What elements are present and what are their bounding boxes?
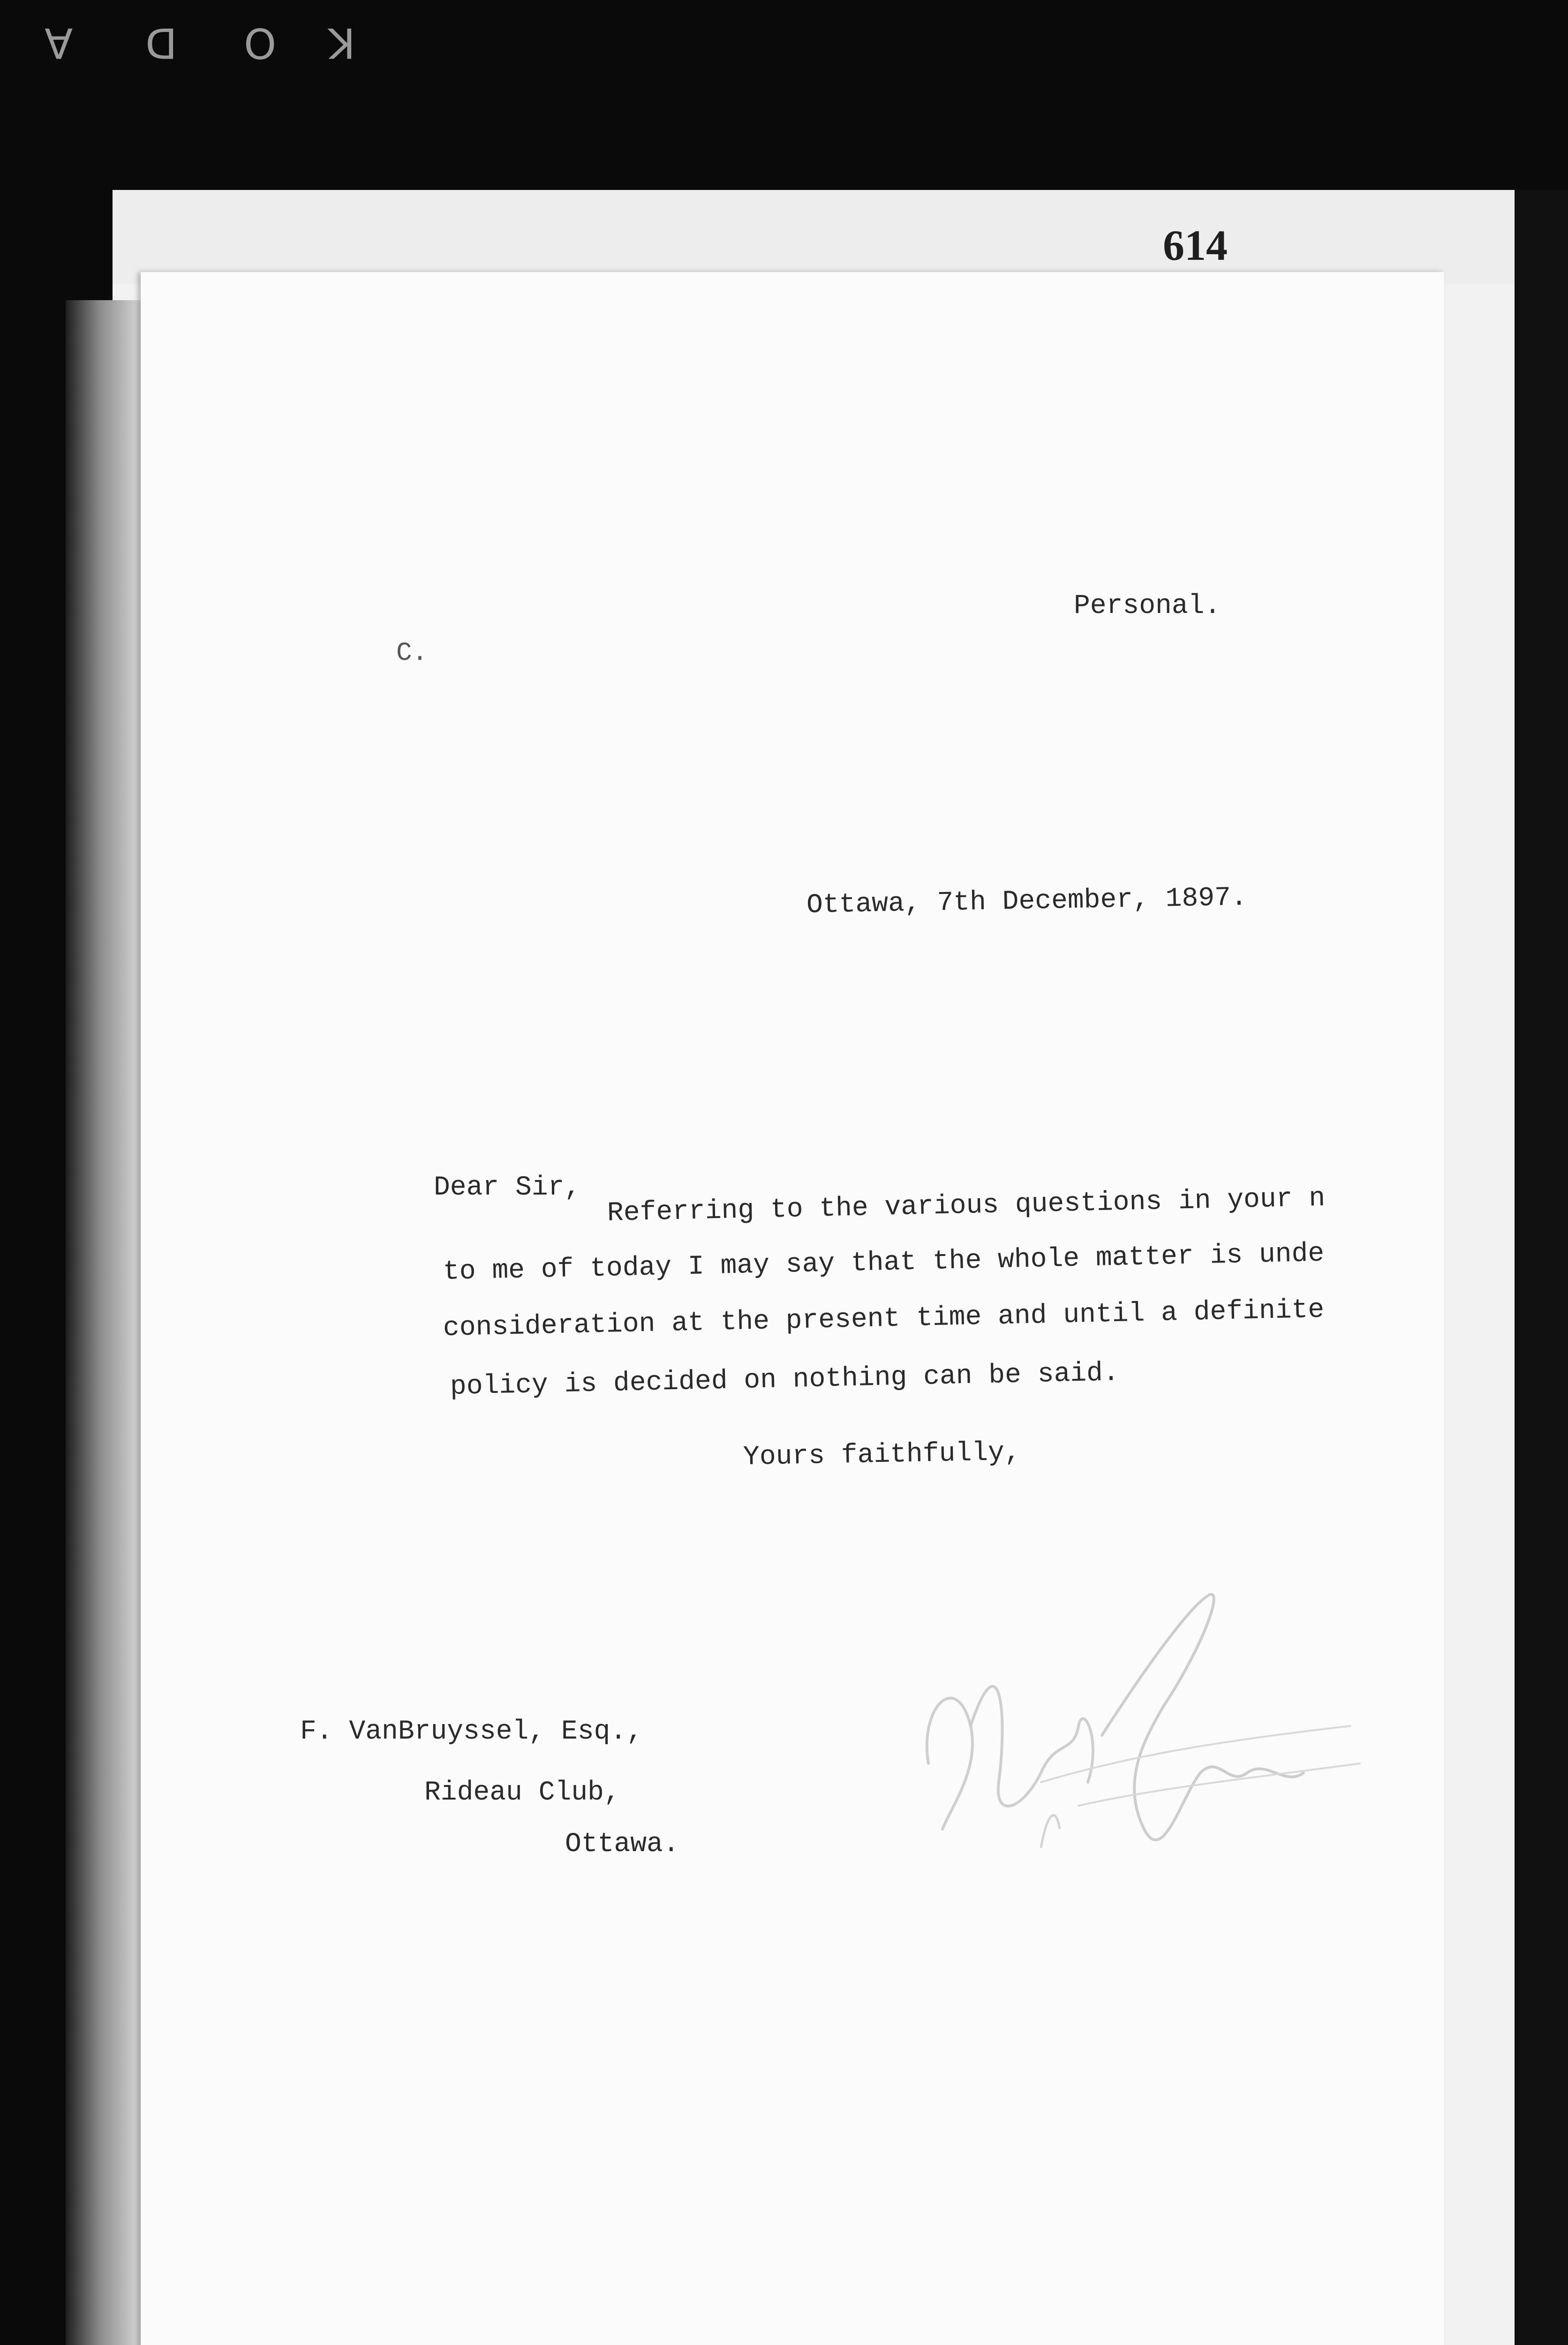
addressee-city: Ottawa. xyxy=(565,1829,679,1860)
handwritten-signature xyxy=(900,1585,1379,1914)
body-line: consideration at the present time and until a definite xyxy=(443,1294,1325,1344)
film-edge-letter: O xyxy=(244,19,277,67)
closing: Yours faithfully, xyxy=(743,1437,1021,1473)
addressee-line: Rideau Club, xyxy=(424,1778,620,1808)
personal-marking: Personal. xyxy=(1074,591,1221,621)
body-line: to me of today I may say that the whole matter is unde xyxy=(443,1238,1325,1287)
salutation: Dear Sir, xyxy=(434,1172,581,1203)
initial-mark: C. xyxy=(396,638,428,668)
body-line: policy is decided on nothing can be said. xyxy=(450,1358,1120,1402)
place-date: Ottawa, 7th December, 1897. xyxy=(806,882,1248,921)
addressee-name: F. VanBruyssel, Esq., xyxy=(300,1717,643,1747)
backing-sheet-top xyxy=(113,190,1515,284)
page-edge-shadow xyxy=(66,300,150,2345)
film-edge-letter: A xyxy=(45,19,73,67)
body-line: Referring to the various questions in your n xyxy=(607,1183,1326,1229)
film-right-border xyxy=(1515,190,1568,2345)
page-number: 614 xyxy=(1163,221,1228,269)
film-edge-letter: D xyxy=(145,19,177,67)
film-edge-letter: K xyxy=(328,19,355,67)
film-edge-markings xyxy=(0,19,1568,75)
